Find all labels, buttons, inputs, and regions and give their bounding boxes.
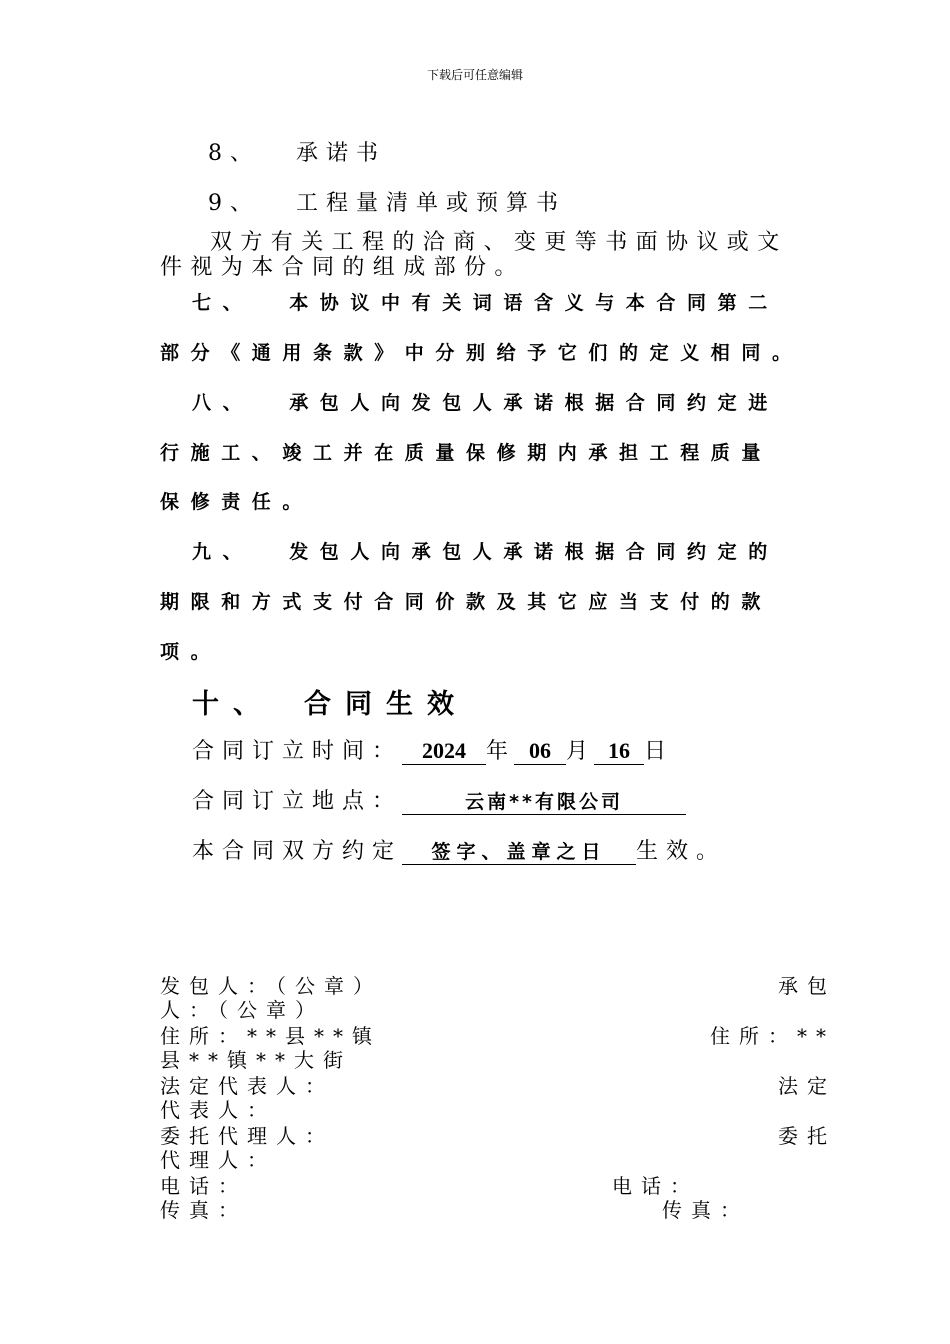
party-a-fax: 传真： [160,1198,247,1222]
contract-effect-line: 本合同双方约定 签字、盖章之日 生效。 [192,839,727,864]
clause-number: 七、 [192,292,254,314]
list-item [208,186,566,217]
party-b-legal-rep-cont: 代表人： [160,1098,276,1122]
clause-nine-line: 项。 [160,641,222,663]
clause-number: 九、 [192,541,254,563]
party-b-address-start: 住所：** [710,1024,835,1048]
list-item [208,136,386,167]
place-label: 合同订立地点： [192,789,403,814]
contract-date-line: 合同订立时间： 2024 年 06 月 16 日 [192,738,667,764]
party-a-address: 住所：**县**镇 [160,1024,381,1048]
place-value: 云南**有限公司 [402,787,686,815]
item-number: 8、 [208,141,260,166]
year-value: 2024 [402,738,486,765]
clause-seven-line: 部分《通用条款》中分别给予它们的定义相同。 [160,342,803,364]
clause-number: 八、 [192,392,254,414]
clause-eight-line: 八、 承包人向发包人承诺根据合同约定进 [192,392,779,414]
item-number: 9、 [208,191,260,216]
party-b-agent-cont: 代理人： [160,1148,276,1172]
party-a-agent: 委托代理人： [160,1124,334,1148]
item-text: 工程量清单或预算书 [296,191,567,216]
party-b-legal-rep-start: 法定 [778,1074,836,1098]
paragraph-line: 双方有关工程的洽商、变更等书面协议或文 [210,230,788,255]
party-b-phone: 电话： [612,1174,699,1198]
contract-place-line [192,784,686,815]
clause-number: 十、 [192,689,274,720]
effect-value: 签字、盖章之日 [402,837,636,865]
party-b-agent-start: 委托 [778,1124,836,1148]
party-b-seal-start: 承包 [778,974,836,998]
party-b-seal-cont: 人：（公章） [160,998,324,1022]
month-value: 06 [514,738,566,765]
clause-seven-line: 七、 本协议中有关词语含义与本合同第二 [192,292,779,314]
date-label: 合同订立时间： [192,739,403,764]
paragraph-line: 件视为本合同的组成部份。 [160,255,525,280]
party-a-seal: 发包人：（公章） [160,974,382,998]
clause-title: 合同生效 [304,689,468,720]
party-a-legal-rep: 法定代表人： [160,1074,334,1098]
day-value: 16 [594,738,644,765]
clause-ten-heading [192,682,468,721]
clause-eight-line: 行施工、竣工并在质量保修期内承担工程质量 [160,442,773,464]
clause-nine-line: 期限和方式支付合同价款及其它应当支付的款 [160,591,773,613]
party-b-fax: 传真： [662,1198,749,1222]
party-b-address-cont: 县**镇**大街 [160,1048,352,1072]
clause-eight-line: 保修责任。 [160,491,314,513]
clause-nine-line: 九、 发包人向承包人承诺根据合同约定的 [192,541,779,563]
page-header-note: 下载后可任意编辑 [426,68,523,82]
party-a-phone: 电话： [160,1174,247,1198]
item-text: 承诺书 [296,141,387,166]
